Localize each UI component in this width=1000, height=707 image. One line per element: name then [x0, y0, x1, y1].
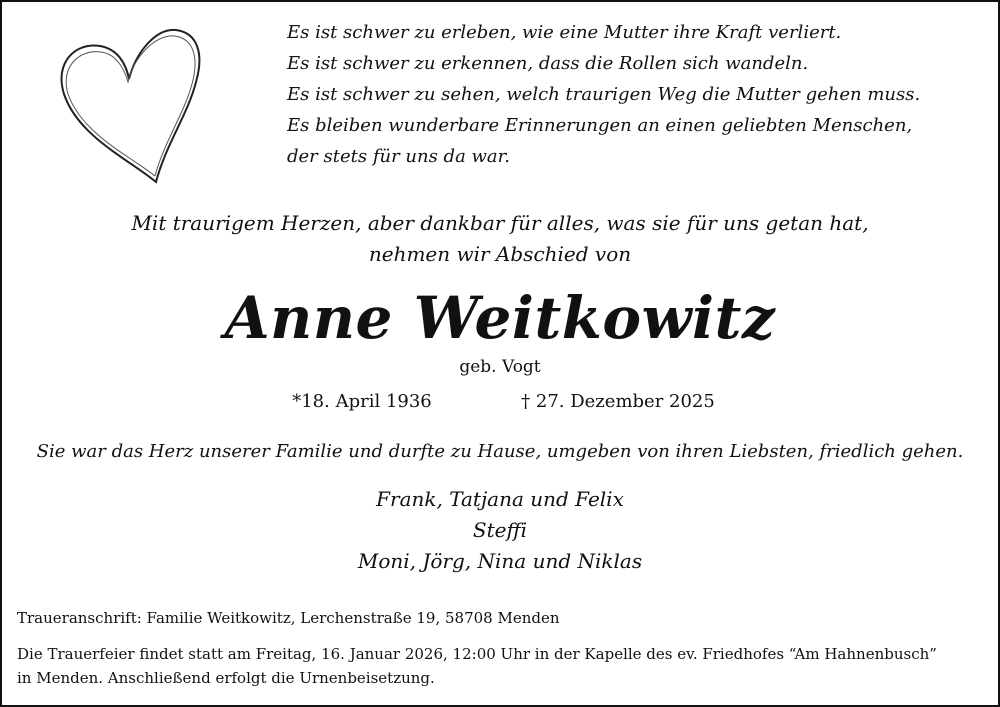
funeral-line: Die Trauerfeier findet statt am Freitag, 16. Januar 2026, 12:00 Uhr in der Kapelle des ev. Friedhofes “Am Hahnenbusch” [17, 645, 937, 663]
poem-line: der stets für uns da war. [287, 146, 511, 167]
tribute-statement: Sie war das Herz unserer Familie und durfte zu Hause, umgeben von ihren Liebsten, friedlich gehen. [36, 441, 964, 462]
birth-date: *18. April 1936 [292, 391, 432, 412]
mourner-line: Moni, Jörg, Nina und Niklas [357, 549, 643, 573]
maiden-name: geb. Vogt [459, 357, 541, 377]
mourner-line: Steffi [472, 518, 528, 542]
intro-line: Mit traurigem Herzen, aber dankbar für alles, was sie für uns getan hat, [131, 211, 869, 235]
mourning-address: Traueranschrift: Familie Weitkowitz, Lerchenstraße 19, 58708 Menden [17, 609, 560, 627]
poem [287, 17, 967, 172]
heart-outline-icon [58, 24, 203, 184]
mourners-list [0, 484, 1000, 577]
mourner-line: Frank, Tatjana und Felix [376, 487, 624, 511]
intro-line: nehmen wir Abschied von [368, 242, 632, 266]
death-date: † 27. Dezember 2025 [521, 391, 715, 412]
poem-line: Es ist schwer zu sehen, welch traurigen Weg die Mutter gehen muss. [287, 84, 921, 105]
deceased-name: Anne Weitkowitz [224, 284, 776, 352]
intro-text [0, 208, 1000, 270]
funeral-line: in Menden. Anschließend erfolgt die Urnenbeisetzung. [17, 669, 435, 687]
poem-line: Es ist schwer zu erkennen, dass die Rollen sich wandeln. [287, 53, 809, 74]
poem-line: Es ist schwer zu erleben, wie eine Mutter ihre Kraft verliert. [287, 22, 842, 43]
poem-line: Es bleiben wunderbare Erinnerungen an einen geliebten Menschen, [287, 115, 913, 136]
funeral-details [17, 642, 995, 690]
